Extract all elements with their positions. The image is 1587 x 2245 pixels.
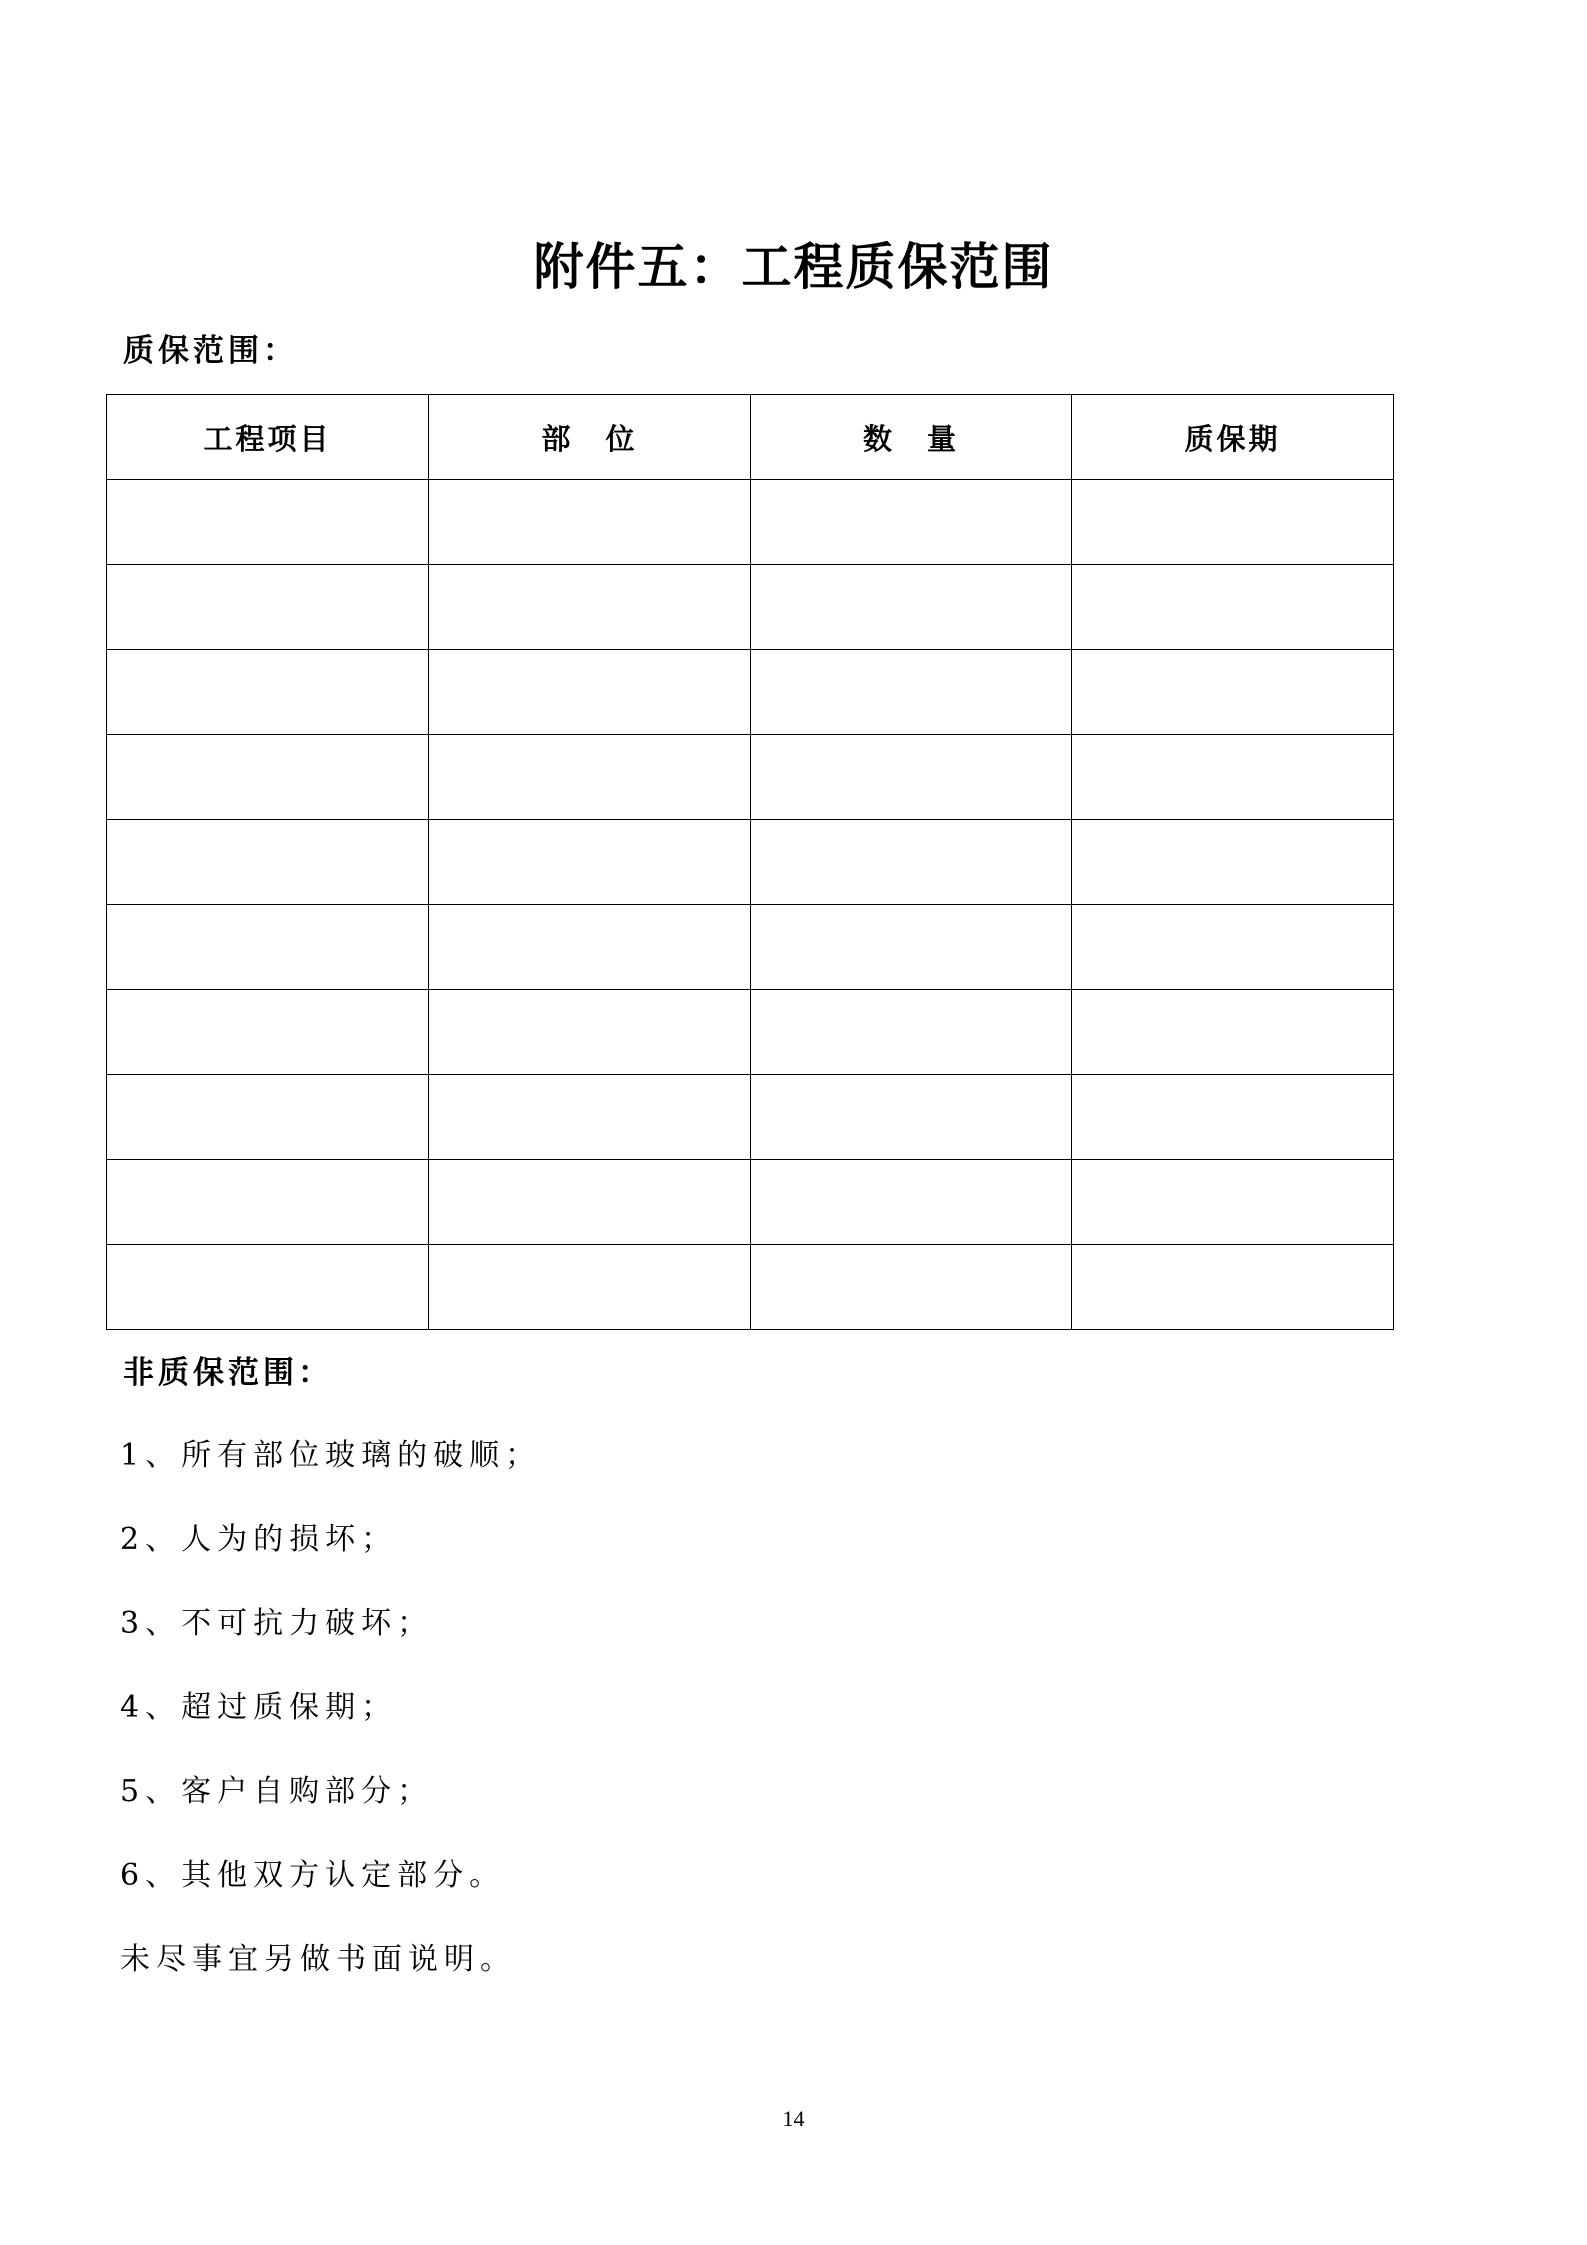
nonscope-item-2: 2、人为的损坏；: [120, 1522, 398, 1557]
table-cell: [429, 990, 751, 1075]
nonscope-item-6: 6、其他双方认定部分。: [120, 1858, 506, 1893]
header-project: 工程项目: [107, 395, 429, 480]
table-cell: [751, 905, 1072, 990]
closing-note: 未尽事宜另做书面说明。: [120, 1942, 516, 1977]
table-cell: [107, 1075, 429, 1160]
table-cell: [107, 990, 429, 1075]
table-row: [107, 1160, 1394, 1245]
table-cell: [429, 480, 751, 565]
table-cell: [429, 820, 751, 905]
table-cell: [1072, 905, 1394, 990]
page-number: 14: [782, 2106, 805, 2131]
table-cell: [107, 650, 429, 735]
table-cell: [751, 565, 1072, 650]
table-row: [107, 565, 1394, 650]
table-cell: [1072, 650, 1394, 735]
table-cell: [1072, 1075, 1394, 1160]
table-cell: [107, 1245, 429, 1330]
table-cell: [429, 1075, 751, 1160]
table-cell: [751, 1160, 1072, 1245]
table-cell: [1072, 480, 1394, 565]
table-row: [107, 735, 1394, 820]
table-cell: [751, 1075, 1072, 1160]
table-cell: [429, 565, 751, 650]
table-cell: [429, 1160, 751, 1245]
scope-section-label: 质保范围：: [123, 333, 298, 369]
table-cell: [1072, 820, 1394, 905]
table-cell: [751, 735, 1072, 820]
table-cell: [429, 905, 751, 990]
nonscope-item-3: 3、不可抗力破坏；: [120, 1606, 434, 1641]
table-cell: [1072, 1160, 1394, 1245]
table-cell: [429, 1245, 751, 1330]
page-title: 附件五：工程质保范围: [533, 238, 1054, 296]
table-cell: [107, 820, 429, 905]
table-row: [107, 820, 1394, 905]
table-cell: [751, 650, 1072, 735]
table-cell: [1072, 735, 1394, 820]
header-quantity: 数 量: [751, 395, 1072, 480]
table-cell: [107, 905, 429, 990]
nonscope-item-5: 5、客户自购部分；: [120, 1774, 434, 1809]
table-row: [107, 905, 1394, 990]
table-cell: [751, 480, 1072, 565]
warranty-scope-table: [106, 394, 1394, 1330]
table-cell: [751, 990, 1072, 1075]
table-row: [107, 1245, 1394, 1330]
table-cell: [429, 735, 751, 820]
nonscope-item-4: 4、超过质保期；: [120, 1690, 398, 1725]
table-cell: [107, 1160, 429, 1245]
table-row: [107, 1075, 1394, 1160]
table-row: [107, 480, 1394, 565]
table-cell: [107, 565, 429, 650]
nonscope-section-label: 非质保范围：: [123, 1355, 333, 1391]
table-row: [107, 650, 1394, 735]
table-cell: [107, 735, 429, 820]
table-cell: [751, 820, 1072, 905]
table-cell: [107, 480, 429, 565]
table-cell: [1072, 990, 1394, 1075]
table-cell: [429, 650, 751, 735]
header-warranty-period: 质保期: [1072, 395, 1394, 480]
table-row: [107, 990, 1394, 1075]
table-cell: [751, 1245, 1072, 1330]
table-header-row: [107, 395, 1394, 480]
header-location: 部 位: [429, 395, 751, 480]
table-cell: [1072, 1245, 1394, 1330]
table-cell: [1072, 565, 1394, 650]
nonscope-item-1: 1、所有部位玻璃的破顺；: [120, 1438, 542, 1473]
